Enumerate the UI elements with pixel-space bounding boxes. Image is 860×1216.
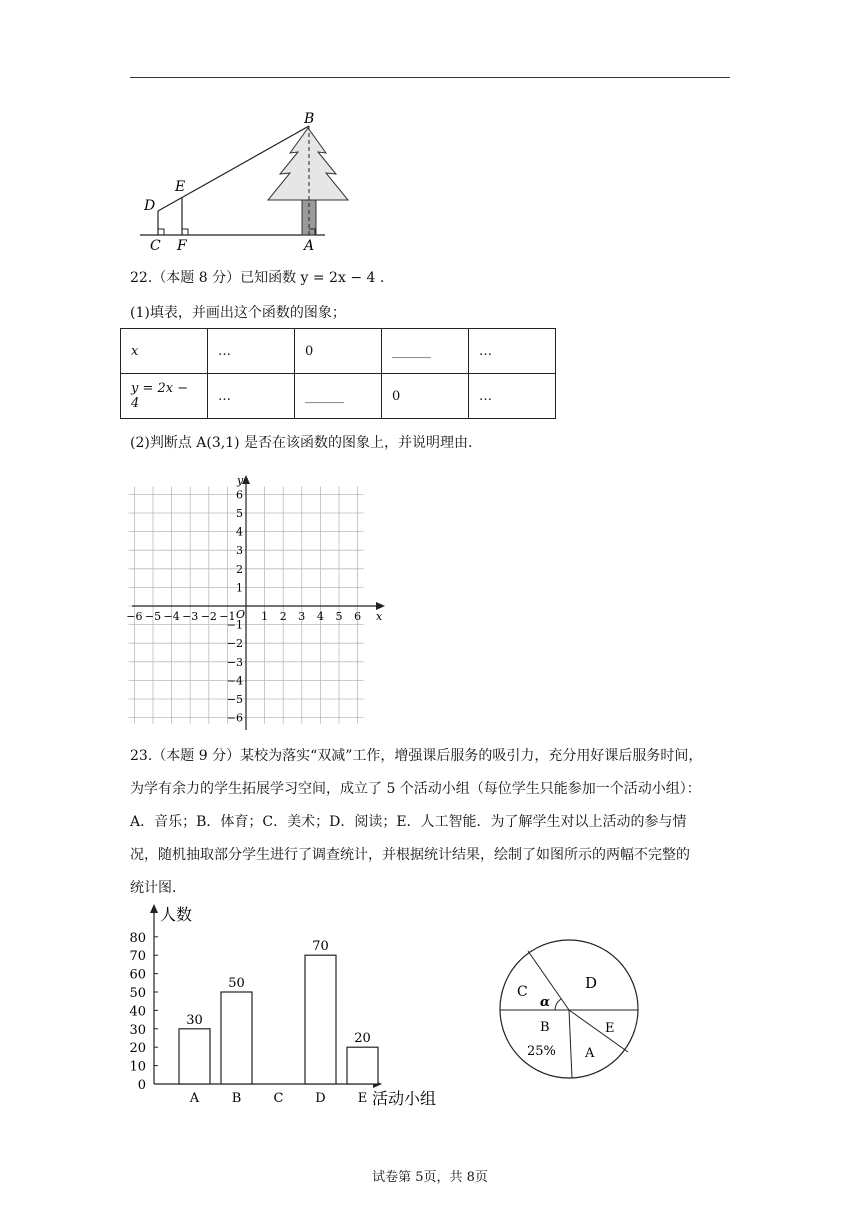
q23-line3: A．音乐；B．体育；C．美术；D．阅读；E．人工智能．为了解学生对以上活动的参与情 [130,814,687,830]
label-A: A [304,238,315,254]
y-axis-arrow [150,904,158,913]
x-tick-label: 5 [335,610,343,623]
x-tick-label: 6 [354,610,362,623]
q23-line1: 23.（本题 9 分）某校为落实“双减”工作，增强课后服务的吸引力，充分用好课后服务时间， [130,748,703,764]
x-tick-label: −1 [219,610,236,623]
x-tick-label: E [357,1091,368,1106]
label-D: D [144,198,156,214]
y-axis-title: 人数 [160,905,193,924]
pie-label-E: E [605,1021,615,1036]
x-tick-label: 3 [298,610,306,623]
pie-label-C: C [517,984,528,1000]
bar [347,1047,378,1084]
table-cell: 0 [295,329,382,374]
table-cell[interactable]: ______ [295,374,382,419]
y-tick-label: 60 [129,967,146,983]
angle-alpha-label: α [540,995,551,1010]
bar-value-label: 70 [312,939,329,955]
y-tick-label: 10 [129,1059,146,1075]
x-tick-label: D [315,1091,326,1106]
y-tick-label: 40 [129,1004,146,1020]
table-cell: y = 2x − 4 [121,374,208,419]
y-tick-label: 80 [129,930,146,946]
x-tick-label: A [189,1091,200,1106]
table-cell: … [208,374,295,419]
table-cell: … [469,329,556,374]
x-tick-label: −3 [182,610,199,623]
y-tick-label: −2 [226,637,243,651]
label-E: E [175,179,186,195]
top-rule [130,77,730,78]
table-cell: … [208,329,295,374]
q23-line5: 统计图. [130,880,177,896]
y-tick-label: 70 [129,949,146,965]
x-tick-label: C [273,1091,284,1106]
y-tick-label: 5 [236,507,243,520]
q22-part2: (2)判断点 A(3,1) 是否在该函数的图象上，并说明理由. [130,435,473,451]
y-axis-label: y [237,474,244,487]
x-tick-label: −6 [126,610,143,623]
bar-value-label: 50 [228,976,245,991]
tree-figure [130,108,330,256]
y-tick-label: −1 [226,618,243,632]
x-tick-label: −2 [200,610,217,623]
x-tick-label: 1 [261,610,269,623]
pie-label-B-percent: 25% [527,1044,556,1059]
y-tick-label: 50 [129,986,146,1001]
y-tick-label: −6 [226,711,243,725]
q22-stem: 22.（本题 8 分）已知函数 y = 2x − 4 . [130,270,385,286]
bar [221,992,252,1084]
page-footer: 试卷第 5页，共 8页 [372,1170,488,1185]
table-cell: x [121,329,208,374]
q22-part1: (1)填表，并画出这个函数的图象； [130,305,346,321]
table-cell: 0 [382,374,469,419]
pie-outline [500,940,638,1078]
bar [305,955,336,1084]
table-cell[interactable]: ______ [382,329,469,374]
table-row [121,374,556,419]
pie-label-B: B [540,1020,550,1035]
bar-value-label: 30 [186,1012,203,1028]
y-tick-label: 2 [236,562,243,576]
label-C: C [150,238,161,254]
bar [179,1029,210,1084]
y-tick-label: 20 [129,1041,146,1057]
y-tick-label: −3 [226,655,243,669]
y-tick-label: −4 [226,674,243,688]
x-axis-title: 活动小组 [372,1089,437,1108]
coordinate-grid [128,470,388,732]
x-tick-label: −5 [144,610,162,623]
x-axis-label: x [376,610,383,623]
y-tick-label: 4 [236,525,243,539]
y-tick-label: 30 [129,1022,146,1038]
q23-line2: 为学有余力的学生拓展学习空间，成立了 5 个活动小组（每位学生只能参加一个活动小组）： [130,781,701,797]
bar-chart [118,900,448,1112]
q23-line4: 况，随机抽取部分学生进行了调查统计，并根据统计结果，绘制了如图所示的两幅不完整的 [130,847,690,863]
x-axis-arrow [376,602,385,610]
y-tick-label: 3 [236,544,243,558]
bar-value-label: 20 [354,1031,371,1047]
table-cell: … [469,374,556,419]
label-F: F [177,238,187,254]
x-tick-label: −4 [163,610,180,623]
y-tick-label: −5 [226,693,243,706]
pie-chart [495,922,645,1084]
x-tick-label: 2 [279,610,287,623]
x-tick-label: B [231,1091,242,1106]
y-tick-label: 6 [236,488,243,502]
value-table [120,328,556,419]
x-tick-label: 4 [316,610,324,623]
pie-label-A: A [585,1046,595,1061]
origin-label: O [236,608,246,621]
y-tick-label: 0 [137,1078,146,1093]
y-tick-label: 1 [236,581,243,595]
label-B: B [304,111,315,127]
table-row [121,329,556,374]
pie-label-D: D [585,974,598,992]
